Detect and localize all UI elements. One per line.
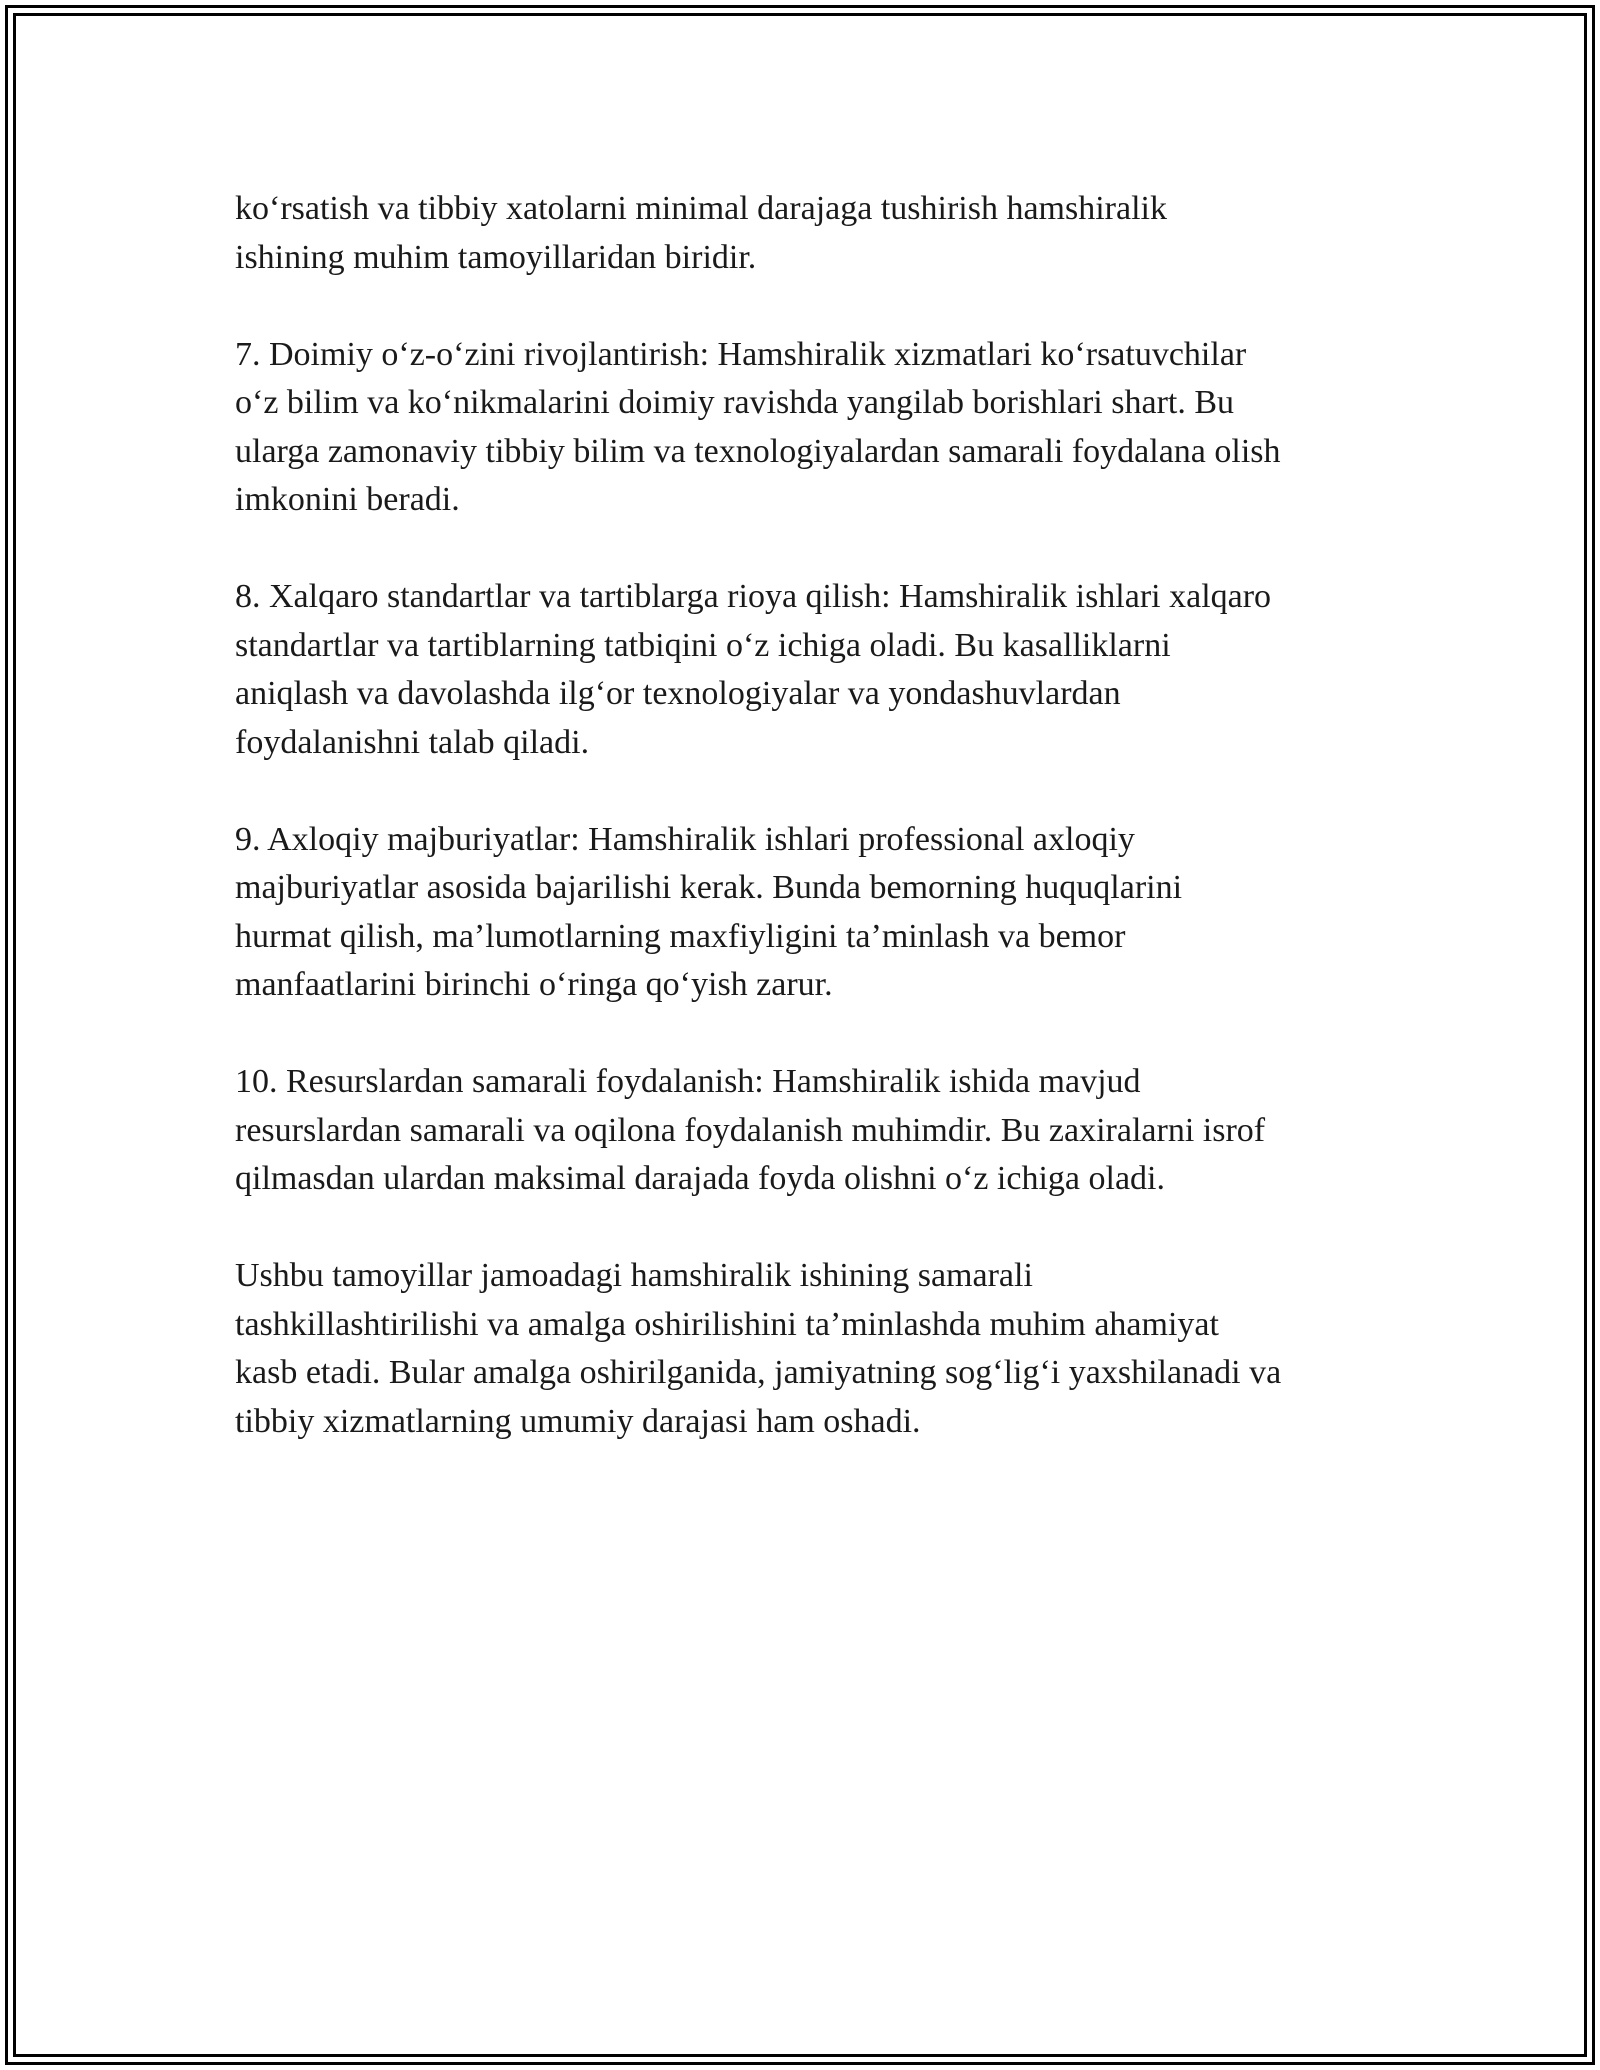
paragraph-conclusion: Ushbu tamoyillar jamoadagi hamshiralik ishining samarali tashkillashtirilishi va amalga oshirilishini ta’minlashda muhim ahamiyat kasb etadi. Bular amalga oshirilganida, jamiyatning sog‘lig‘i yaxshilanadi va tibbiy xizmatlarning umumiy darajasi ham oshadi. bbox=[235, 1257, 1282, 1440]
paragraph-item-7: 7. Doimiy o‘z-o‘zini rivojlantirish: Hamshiralik xizmatlari ko‘rsatuvchilar o‘z bilim va ko‘nikmalarini doimiy ravishda yangilab borishlari shart. Bu ularga zamonaviy tibbiy bilim va texnologiyalardan samarali foydalana olish imkonini beradi. bbox=[235, 335, 1281, 518]
paragraph-item-9: 9. Axloqiy majburiyatlar: Hamshiralik ishlari professional axloqiy majburiyatlar asosida bajarilishi kerak. Bunda bemorning huquqlarini hurmat qilish, ma’lumotlarning maxfiyligini ta’minlash va bemor manfaatlarini birinchi o‘ringa qo‘yish zarur. bbox=[235, 820, 1183, 1003]
paragraph-continuation: ko‘rsatish va tibbiy xatolarni minimal darajaga tushirish hamshiralik ishining muhim tamoyillaridan biridir. bbox=[235, 190, 1167, 276]
document-body bbox=[235, 185, 1385, 1495]
paragraph-item-8: 8. Xalqaro standartlar va tartiblarga rioya qilish: Hamshiralik ishlari xalqaro standartlar va tartiblarning tatbiqini o‘z ichiga oladi. Bu kasalliklarni aniqlash va davolashda ilg‘or texnologiyalar va yondashuvlardan foydalanishni talab qiladi. bbox=[235, 578, 1272, 761]
paragraph-item-10: 10. Resurslardan samarali foydalanish: Hamshiralik ishida mavjud resurslardan samarali va oqilona foydalanish muhimdir. Bu zaxiralarni isrof qilmasdan ulardan maksimal darajada foyda olishni o‘z ichiga oladi. bbox=[235, 1063, 1266, 1197]
